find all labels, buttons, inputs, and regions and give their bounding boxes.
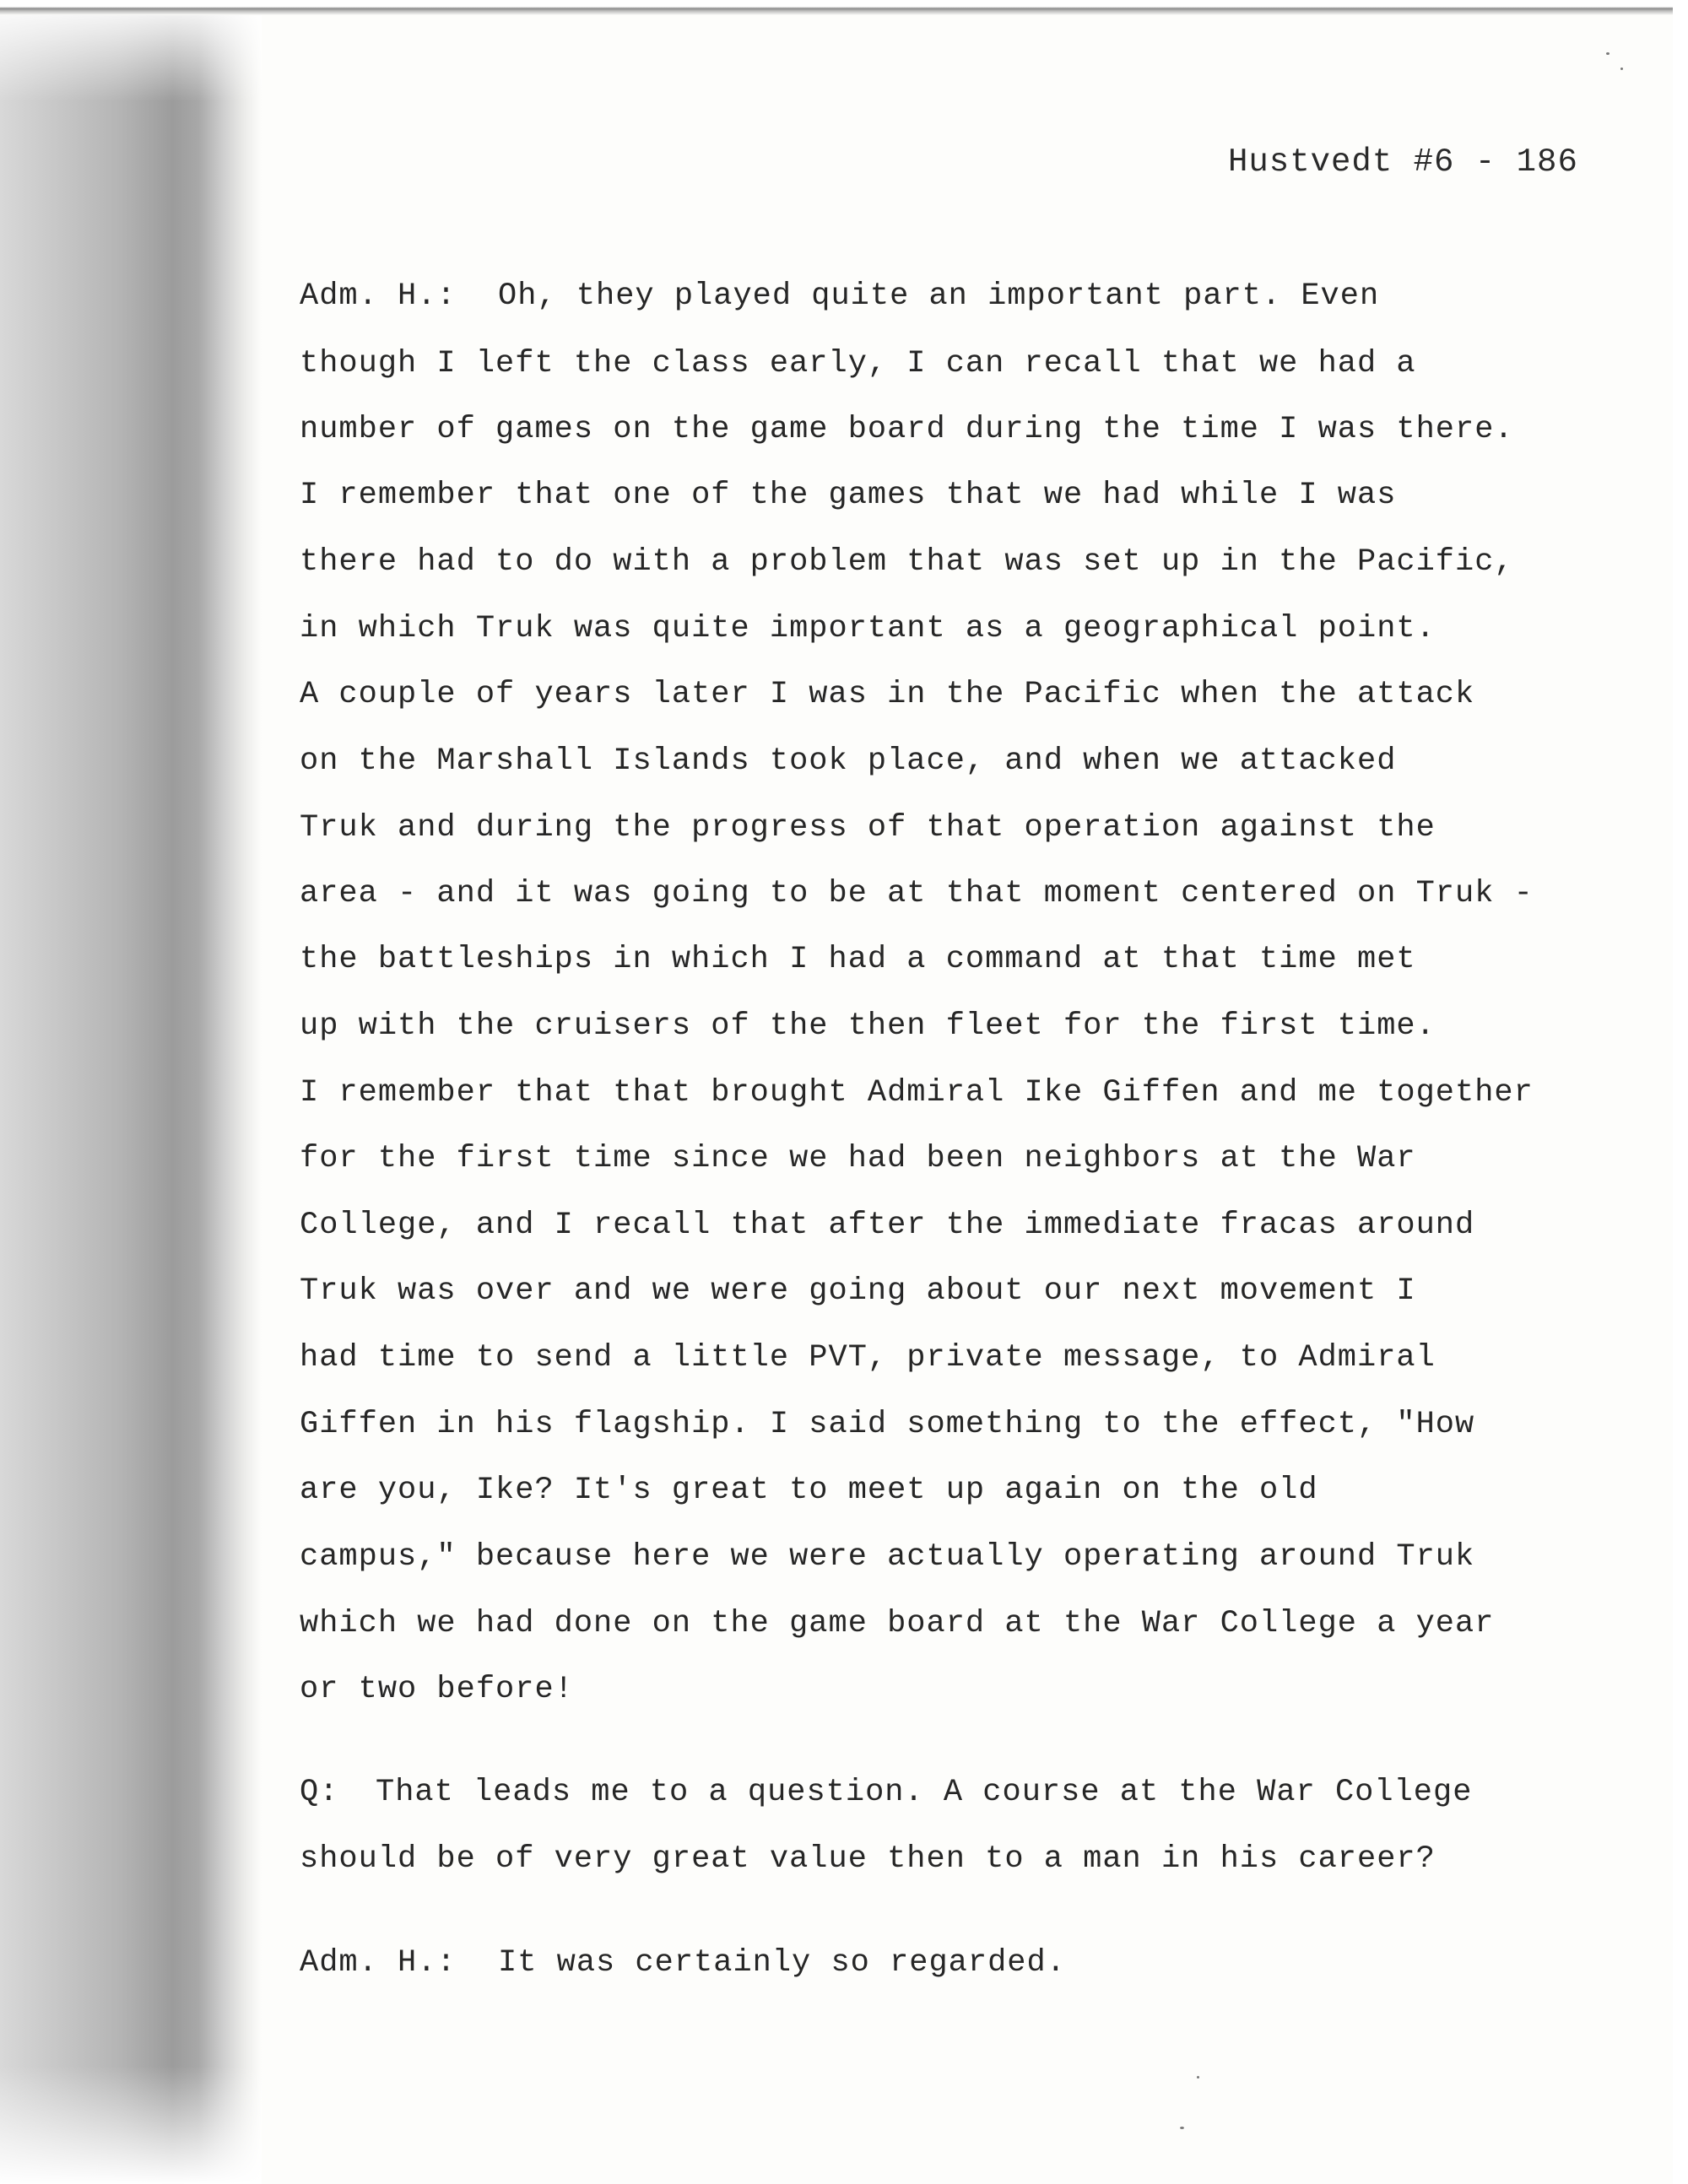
speaker-name: Adm. H.: xyxy=(300,278,457,314)
page-top-edge xyxy=(0,0,1675,15)
speaker-label xyxy=(300,1775,338,1810)
text-line: Truk was over and we were going about our next movement I xyxy=(300,1273,1416,1309)
speaker-name: Q: xyxy=(300,1775,339,1810)
text-line: That leads me to a question. A course at the War College xyxy=(376,1775,1473,1810)
text-line: up with the cruisers of the then fleet for the first time. xyxy=(300,1008,1436,1044)
text-line: which we had done on the game board at the War College a year xyxy=(300,1606,1495,1641)
text-line: are you, Ike? It's great to meet up again on the old xyxy=(300,1473,1318,1508)
text-line: though I left the class early, I can recall that we had a xyxy=(300,346,1416,381)
text-line: Giffen in his flagship. I said something to the effect, "How xyxy=(300,1407,1475,1442)
scan-speck xyxy=(1180,2127,1184,2129)
speaker-name: Adm. H.: xyxy=(300,1945,457,1981)
text-line: or two before! xyxy=(300,1672,574,1707)
text-line: College, and I recall that after the immediate fracas around xyxy=(300,1208,1475,1243)
text-line: Truk and during the progress of that operation against the xyxy=(300,810,1436,846)
text-line: Oh, they played quite an important part. Even xyxy=(498,278,1380,314)
page-right-margin xyxy=(1673,0,1688,2184)
text-line: It was certainly so regarded. xyxy=(498,1945,1066,1981)
text-line: number of games on the game board during the time I was there. xyxy=(300,412,1514,447)
book-spine-shadow xyxy=(0,0,262,2184)
text-line: the battleships in which I had a command at that time met xyxy=(300,942,1416,977)
text-line: A couple of years later I was in the Pacific when the attack xyxy=(300,677,1475,712)
page-header: Hustvedt #6 - 186 xyxy=(1228,143,1578,181)
text-line: there had to do with a problem that was set up in the Pacific, xyxy=(300,544,1514,580)
scan-speck xyxy=(1620,68,1623,70)
text-line: I remember that that brought Admiral Ike Giffen and me together xyxy=(300,1075,1534,1111)
text-line: should be of very great value then to a man in his career? xyxy=(300,1841,1436,1877)
speaker-label xyxy=(300,278,457,314)
text-line: on the Marshall Islands took place, and when we attacked xyxy=(300,743,1397,779)
speaker-label xyxy=(300,1945,457,1981)
text-line: for the first time since we had been neighbors at the War xyxy=(300,1141,1416,1176)
text-line: had time to send a little PVT, private message, to Admiral xyxy=(300,1340,1436,1376)
text-line: in which Truk was quite important as a geographical point. xyxy=(300,611,1436,646)
text-line: I remember that one of the games that we had while I was xyxy=(300,478,1397,513)
text-line: area - and it was going to be at that moment centered on Truk - xyxy=(300,876,1534,911)
scan-speck xyxy=(1197,2076,1199,2079)
text-line: campus," because here we were actually operating around Truk xyxy=(300,1539,1475,1575)
scan-speck xyxy=(1606,52,1610,55)
